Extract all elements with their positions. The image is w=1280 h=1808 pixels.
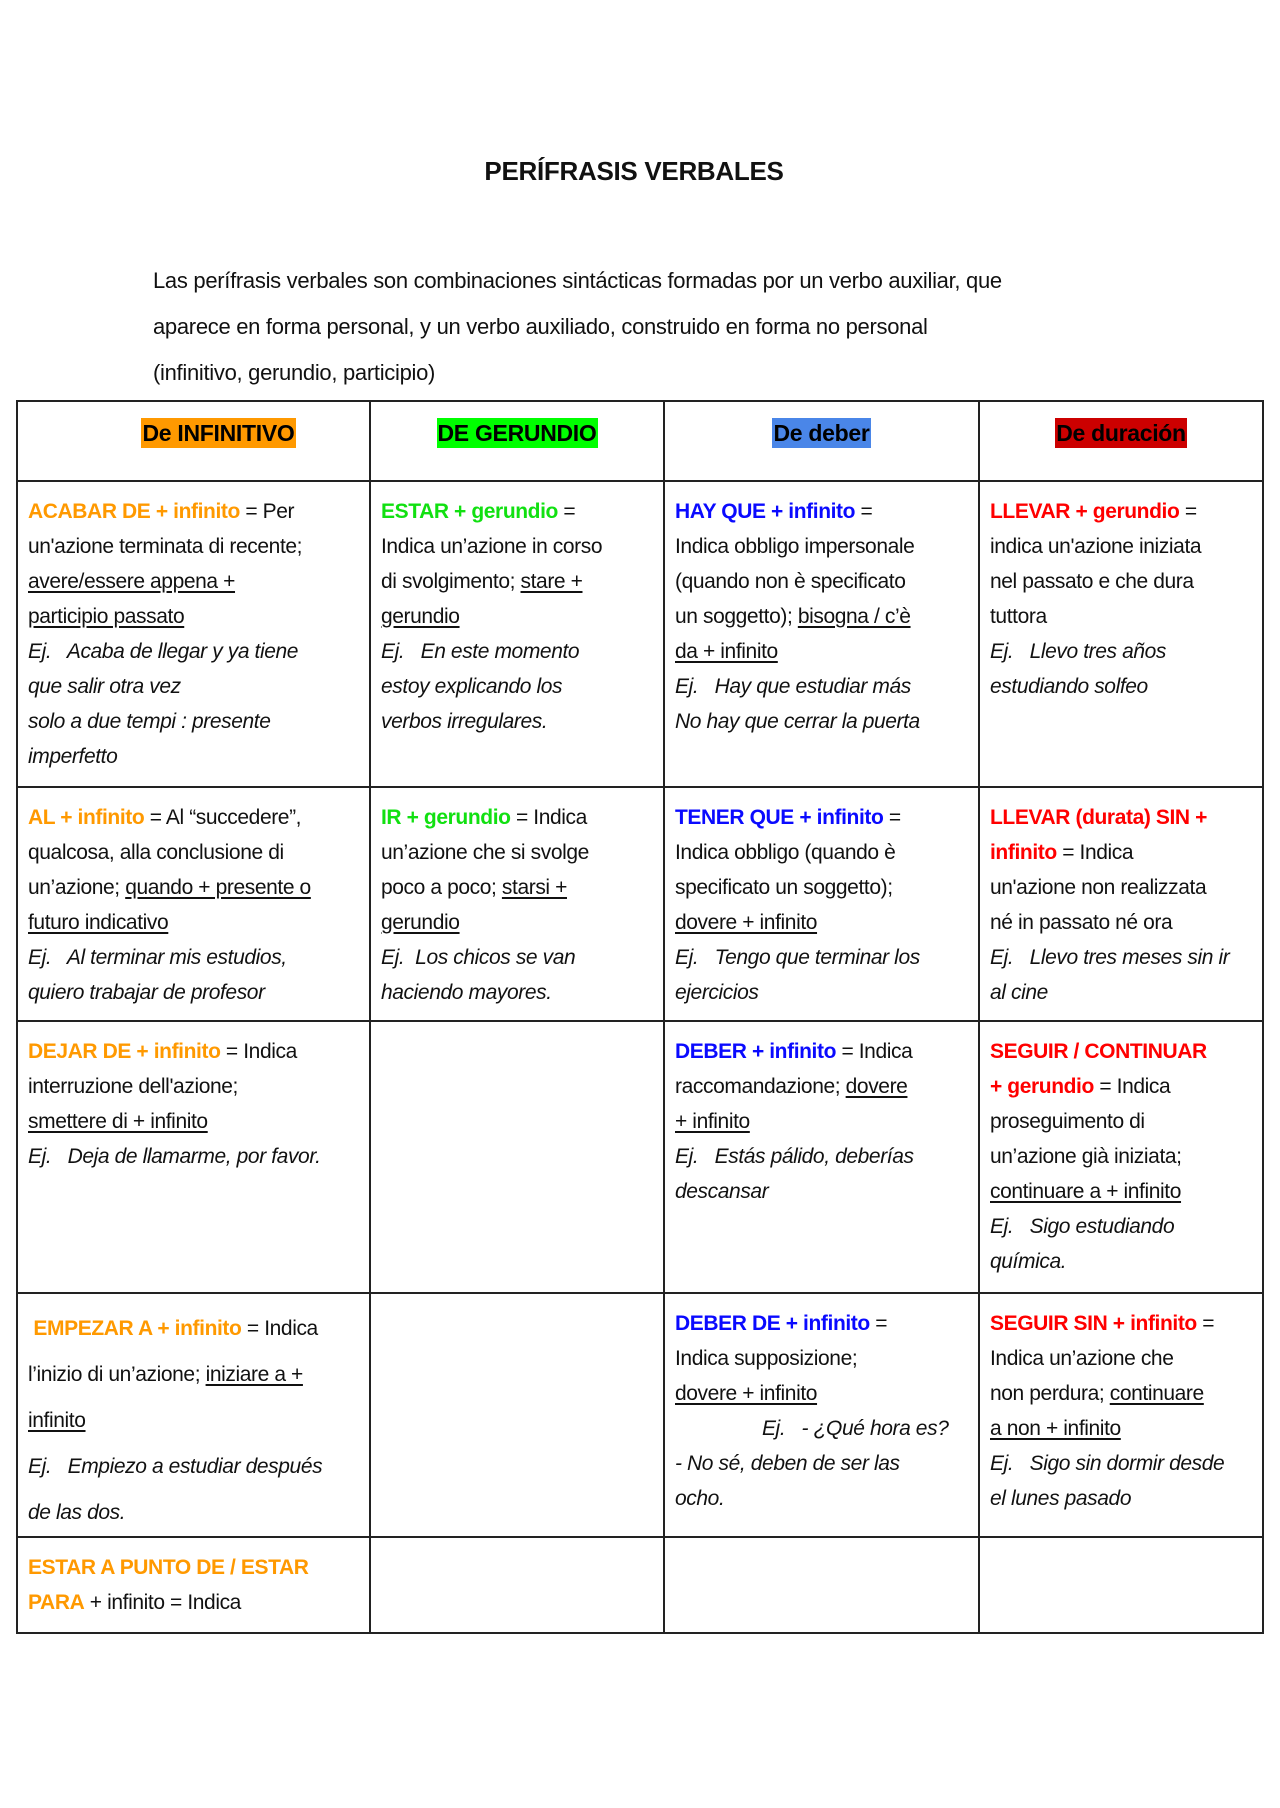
- cell-line: [675, 905, 968, 940]
- cell-line: [990, 870, 1252, 905]
- description-text: non perdura;: [990, 1382, 1110, 1405]
- cell-line: [381, 564, 653, 599]
- table-row: [17, 1021, 1263, 1293]
- cell-line: [28, 1104, 359, 1139]
- cell-line: [990, 1446, 1252, 1481]
- description-text: = Indica: [1093, 1075, 1171, 1098]
- cell-line: [675, 975, 968, 1010]
- translation-text: starsi +: [501, 876, 567, 899]
- description-text: Indica obbligo impersonale: [675, 535, 915, 558]
- translation-text: participio passato: [28, 605, 185, 628]
- description-text: = Indica: [510, 806, 587, 829]
- cell-line: [28, 1550, 359, 1585]
- table-cell: [664, 1537, 979, 1633]
- cell-line: [675, 940, 968, 975]
- periphrasis-formula: HAY QUE + infinito: [675, 500, 856, 523]
- table-cell: [370, 481, 664, 787]
- example-text: haciendo mayores.: [381, 981, 552, 1004]
- cell-line: [28, 634, 359, 669]
- periphrasis-formula: + gerundio: [990, 1075, 1094, 1098]
- description-text: qualcosa, alla conclusione di: [28, 841, 284, 864]
- cell-line: [28, 564, 359, 599]
- description-text: = Indica: [1056, 841, 1134, 864]
- cell-line: [28, 870, 359, 905]
- periphrasis-formula: DEJAR DE + infinito: [28, 1040, 221, 1063]
- translation-text: avere/essere appena +: [28, 570, 236, 593]
- periphrasis-formula: DEBER + infinito: [675, 1040, 837, 1063]
- cell-line: [381, 835, 653, 870]
- translation-text: bisogna / c’è: [797, 605, 911, 628]
- periphrasis-formula: infinito: [990, 841, 1057, 864]
- table-cell: [370, 1021, 664, 1293]
- translation-text: gerundio: [381, 605, 460, 628]
- description-text: poco a poco;: [381, 876, 502, 899]
- example-text: química.: [990, 1250, 1067, 1273]
- periphrasis-formula: LLEVAR + gerundio: [990, 500, 1180, 523]
- example-text: ejercicios: [675, 981, 759, 1004]
- cell-line: [675, 599, 968, 634]
- cell-line: [28, 599, 359, 634]
- description-text: + infinito = Indica: [84, 1591, 241, 1614]
- example-text: quiero trabajar de profesor: [28, 981, 265, 1004]
- table-cell: [979, 1537, 1263, 1633]
- periphrasis-formula: LLEVAR (durata) SIN +: [990, 806, 1207, 829]
- cell-line: [675, 669, 968, 704]
- cell-line: [28, 1306, 359, 1352]
- table-cell: [17, 1537, 370, 1633]
- page-title: PERÍFRASIS VERBALES: [484, 156, 784, 186]
- cell-line: [381, 975, 653, 1010]
- table-row: [17, 481, 1263, 787]
- intro-paragraph: [153, 258, 1153, 396]
- periphrasis-formula: AL + infinito: [28, 806, 145, 829]
- cell-line: [381, 529, 653, 564]
- cell-line: [990, 529, 1252, 564]
- header-cell-infinitivo: [17, 401, 370, 481]
- description-text: = Al “succedere”,: [144, 806, 302, 829]
- example-text: Ej. Al terminar mis estudios,: [28, 946, 287, 969]
- example-text: Ej. Llevo tres meses sin ir: [990, 946, 1230, 969]
- description-text: indica un'azione iniziata: [990, 535, 1202, 558]
- translation-text: iniziare a +: [205, 1363, 303, 1386]
- cell-line: [675, 1069, 968, 1104]
- cell-line: [675, 1411, 968, 1446]
- cell-line: [990, 494, 1252, 529]
- intro-line: Las perífrasis verbales son combinaciones sintácticas formadas por un verbo auxiliar, que: [153, 268, 1002, 293]
- description-text: un'azione non realizzata: [990, 876, 1207, 899]
- example-text: estudiando solfeo: [990, 675, 1148, 698]
- table-cell: [17, 1021, 370, 1293]
- example-text: ocho.: [675, 1487, 725, 1510]
- cell-line: [28, 1139, 359, 1174]
- translation-text: continuare: [1109, 1382, 1204, 1405]
- example-text: Ej. Hay que estudiar más: [675, 675, 911, 698]
- cell-line: [675, 1306, 968, 1341]
- example-text: Ej. Sigo estudiando: [990, 1215, 1175, 1238]
- example-text: - No sé, deben de ser las: [675, 1452, 900, 1475]
- cell-line: [675, 835, 968, 870]
- cell-line: [28, 975, 359, 1010]
- periphrasis-formula: EMPEZAR A + infinito: [28, 1317, 242, 1340]
- example-text: Ej. Empiezo a estudiar después: [28, 1455, 323, 1478]
- description-text: =: [855, 500, 873, 523]
- description-text: specificato un soggetto);: [675, 876, 893, 899]
- cell-line: [381, 800, 653, 835]
- description-text: un soggetto);: [675, 605, 798, 628]
- cell-line: [990, 1069, 1252, 1104]
- cell-line: [990, 905, 1252, 940]
- table-cell: [370, 1293, 664, 1537]
- table-cell: [979, 1021, 1263, 1293]
- example-text: Ej. Acaba de llegar y ya tiene: [28, 640, 299, 663]
- translation-text: infinito: [28, 1409, 86, 1432]
- cell-line: [28, 1034, 359, 1069]
- cell-line: [990, 1411, 1252, 1446]
- example-text: Ej. Tengo que terminar los: [675, 946, 920, 969]
- table-cell: [17, 787, 370, 1021]
- cell-line: [28, 800, 359, 835]
- cell-line: [675, 800, 968, 835]
- header-gerundio: DE GERUNDIO: [437, 420, 597, 446]
- cell-line: [675, 704, 968, 739]
- description-text: interruzione dell'azione;: [28, 1075, 238, 1098]
- cell-line: [28, 1352, 359, 1398]
- cell-line: [675, 1446, 968, 1481]
- table-row: [17, 1293, 1263, 1537]
- cell-line: [675, 564, 968, 599]
- example-text: Ej. Deja de llamarme, por favor.: [28, 1145, 321, 1168]
- periphrasis-formula: SEGUIR SIN + infinito: [990, 1312, 1197, 1335]
- translation-text: dovere + infinito: [675, 1382, 818, 1405]
- description-text: tuttora: [990, 605, 1047, 628]
- cell-line: [675, 1139, 968, 1174]
- description-text: =: [869, 1312, 888, 1335]
- example-text: de las dos.: [28, 1501, 126, 1524]
- periphrasis-formula: ESTAR A PUNTO DE / ESTAR: [28, 1556, 309, 1579]
- example-text: descansar: [675, 1180, 769, 1203]
- description-text: = Indica: [241, 1317, 318, 1340]
- description-text: = Indica: [836, 1040, 913, 1063]
- periphrasis-formula: ESTAR + gerundio: [381, 500, 558, 523]
- description-text: =: [1179, 500, 1197, 523]
- cell-line: [28, 835, 359, 870]
- cell-line: [990, 975, 1252, 1010]
- example-text: verbos irregulares.: [381, 710, 548, 733]
- cell-line: [990, 1481, 1252, 1516]
- cell-line: [990, 564, 1252, 599]
- cell-line: [381, 905, 653, 940]
- description-text: nel passato e che dura: [990, 570, 1194, 593]
- table-cell: [664, 481, 979, 787]
- cell-line: [28, 494, 359, 529]
- example-text: No hay que cerrar la puerta: [675, 710, 920, 733]
- cell-line: [990, 599, 1252, 634]
- translation-text: gerundio: [381, 911, 460, 934]
- cell-line: [675, 1034, 968, 1069]
- cell-line: [675, 529, 968, 564]
- cell-line: [381, 599, 653, 634]
- table-cell: [17, 1293, 370, 1537]
- cell-line: [381, 704, 653, 739]
- header-row: [17, 401, 1263, 481]
- intro-line: aparece en forma personal, y un verbo auxiliado, construido en forma no personal: [153, 314, 928, 339]
- cell-line: [28, 1069, 359, 1104]
- intro-line: (infinitivo, gerundio, participio): [153, 360, 436, 385]
- table-row: [17, 1537, 1263, 1633]
- header-cell-duracion: [979, 401, 1263, 481]
- translation-text: dovere + infinito: [675, 911, 818, 934]
- cell-line: [675, 634, 968, 669]
- description-text: l’inizio di un’azione;: [28, 1363, 206, 1386]
- header-infinitivo: De INFINITIVO: [142, 420, 295, 446]
- table-cell: [979, 481, 1263, 787]
- table-cell: [17, 481, 370, 787]
- header-cell-deber: [664, 401, 979, 481]
- periphrasis-formula: IR + gerundio: [381, 806, 511, 829]
- example-text: Ej. Los chicos se van: [381, 946, 576, 969]
- description-text: Indica obbligo (quando è: [675, 841, 896, 864]
- example-text: Ej. Sigo sin dormir desde: [990, 1452, 1225, 1475]
- translation-text: dovere: [845, 1075, 908, 1098]
- cell-line: [28, 1444, 359, 1490]
- periphrasis-formula: DEBER DE + infinito: [675, 1312, 870, 1335]
- cell-line: [28, 739, 359, 774]
- cell-line: [990, 1306, 1252, 1341]
- periphrasis-formula: TENER QUE + infinito: [675, 806, 884, 829]
- header-duracion: De duración: [1056, 420, 1186, 446]
- periphrasis-formula: ACABAR DE + infinito: [28, 500, 240, 523]
- description-text: proseguimento di: [990, 1110, 1145, 1133]
- translation-text: futuro indicativo: [28, 911, 169, 934]
- cell-line: [990, 1341, 1252, 1376]
- periphrasis-table: [16, 400, 1264, 1634]
- translation-text: continuare a + infinito: [990, 1180, 1182, 1203]
- cell-line: [990, 1174, 1252, 1209]
- description-text: =: [557, 500, 576, 523]
- cell-line: [675, 870, 968, 905]
- description-text: Indica un’azione che: [990, 1347, 1174, 1370]
- description-text: =: [883, 806, 901, 829]
- cell-line: [675, 1174, 968, 1209]
- example-text: Ej. En este momento: [381, 640, 580, 663]
- translation-text: stare +: [520, 570, 583, 593]
- example-text: Ej. Estás pálido, deberías: [675, 1145, 914, 1168]
- cell-line: [990, 940, 1252, 975]
- cell-line: [381, 634, 653, 669]
- translation-text: + infinito: [675, 1110, 750, 1133]
- cell-line: [28, 529, 359, 564]
- example-text: solo a due tempi : presente: [28, 710, 271, 733]
- table-cell: [664, 787, 979, 1021]
- cell-line: [990, 1244, 1252, 1279]
- description-text: Indica supposizione;: [675, 1347, 858, 1370]
- description-text: un'azione terminata di recente;: [28, 535, 303, 558]
- description-text: = Indica: [220, 1040, 297, 1063]
- description-text: =: [1196, 1312, 1215, 1335]
- cell-line: [381, 940, 653, 975]
- cell-line: [675, 1481, 968, 1516]
- description-text: Indica un’azione in corso: [381, 535, 603, 558]
- description-text: un’azione;: [28, 876, 126, 899]
- cell-line: [675, 1104, 968, 1139]
- table-cell: [664, 1021, 979, 1293]
- cell-line: [28, 940, 359, 975]
- cell-line: [990, 1139, 1252, 1174]
- example-text: el lunes pasado: [990, 1487, 1132, 1510]
- cell-line: [990, 1376, 1252, 1411]
- cell-line: [28, 1490, 359, 1536]
- cell-line: [990, 835, 1252, 870]
- cell-line: [675, 494, 968, 529]
- cell-line: [381, 669, 653, 704]
- description-text: = Per: [239, 500, 295, 523]
- description-text: un’azione già iniziata;: [990, 1145, 1182, 1168]
- example-text: Ej. - ¿Qué hora es?: [675, 1417, 949, 1440]
- cell-line: [381, 870, 653, 905]
- table-cell: [370, 787, 664, 1021]
- cell-line: [28, 905, 359, 940]
- example-text: estoy explicando los: [381, 675, 563, 698]
- cell-line: [28, 704, 359, 739]
- periphrasis-formula: PARA: [28, 1591, 85, 1614]
- cell-line: [28, 1585, 359, 1620]
- description-text: raccomandazione;: [675, 1075, 846, 1098]
- table-row: [17, 787, 1263, 1021]
- cell-line: [381, 494, 653, 529]
- description-text: di svolgimento;: [381, 570, 521, 593]
- description-text: né in passato né ora: [990, 911, 1173, 934]
- header-cell-gerundio: [370, 401, 664, 481]
- example-text: al cine: [990, 981, 1048, 1004]
- table-cell: [664, 1293, 979, 1537]
- translation-text: smettere di + infinito: [28, 1110, 208, 1133]
- example-text: imperfetto: [28, 745, 118, 768]
- cell-line: [990, 1104, 1252, 1139]
- table-cell: [979, 787, 1263, 1021]
- example-text: Ej. Llevo tres años: [990, 640, 1167, 663]
- description-text: (quando non è specificato: [675, 570, 906, 593]
- table-cell: [979, 1293, 1263, 1537]
- table-cell: [370, 1537, 664, 1633]
- translation-text: quando + presente o: [125, 876, 311, 899]
- cell-line: [990, 1034, 1252, 1069]
- translation-text: a non + infinito: [990, 1417, 1121, 1440]
- header-deber: De deber: [773, 420, 870, 446]
- description-text: un’azione che si svolge: [381, 841, 589, 864]
- cell-line: [675, 1341, 968, 1376]
- cell-line: [675, 1376, 968, 1411]
- translation-text: da + infinito: [675, 640, 778, 663]
- cell-line: [990, 800, 1252, 835]
- periphrasis-formula: SEGUIR / CONTINUAR: [990, 1040, 1207, 1063]
- cell-line: [990, 669, 1252, 704]
- cell-line: [28, 669, 359, 704]
- cell-line: [990, 634, 1252, 669]
- example-text: que salir otra vez: [28, 675, 181, 698]
- cell-line: [990, 1209, 1252, 1244]
- cell-line: [28, 1398, 359, 1444]
